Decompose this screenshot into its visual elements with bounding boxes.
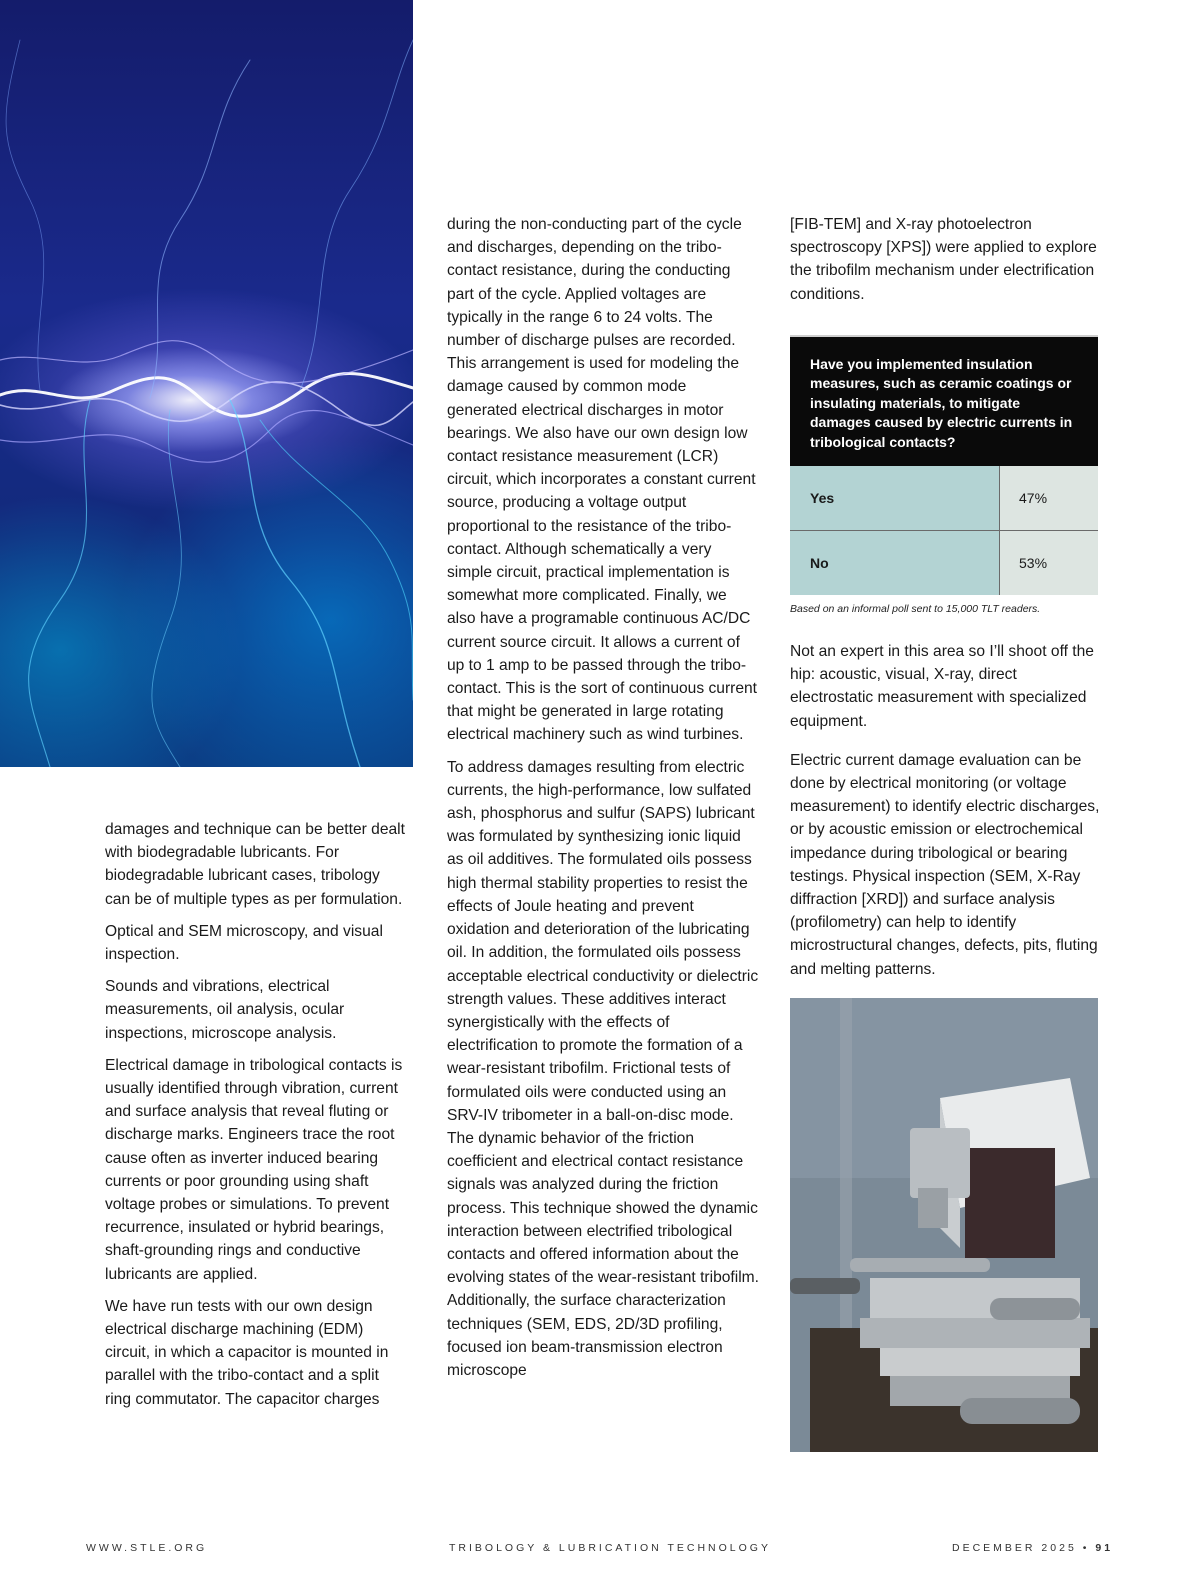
poll-option-label: Yes	[790, 466, 1000, 530]
footer-date	[952, 1542, 1113, 1554]
poll-note: Based on an informal poll sent to 15,000 TLT readers.	[790, 603, 1041, 615]
paragraph: damages and technique can be better dealt with biodegradable lubricants. For biodegradable lubricant cases, tribology can be of multiple types as per formulation.	[105, 821, 405, 908]
text-column-3	[790, 213, 1100, 315]
paragraph: We have run tests with our own design electrical discharge machining (EDM) circuit, in which a capacitor is mounted in parallel with the tribo-contact and a split ring commutator. The capacitor charges	[105, 1297, 389, 1408]
tribometer-instrument-photo	[790, 998, 1098, 1452]
poll-option-label: No	[790, 531, 1000, 595]
footer-publication: TRIBOLOGY & LUBRICATION TECHNOLOGY	[449, 1542, 771, 1554]
poll-option-value: 47%	[1000, 466, 1098, 530]
poll-row-no	[790, 530, 1098, 595]
text-column-2	[447, 213, 759, 1391]
paragraph: Electrical damage in tribological contacts is usually identified through vibration, current and surface analysis that reveal fluting or discharge marks. Engineers trace the root cause often as inverter induced bearing currents or poor grounding using shaft voltage probes or simulations. To prevent recurrence, insulated or hybrid bearings, shaft-grounding rings and conductive lubricants are applied.	[105, 1056, 403, 1283]
poll-box	[790, 335, 1098, 595]
paragraph: Sounds and vibrations, electrical measurements, oil analysis, ocular inspections, microscope analysis.	[105, 978, 345, 1042]
poll-option-value: 53%	[1000, 531, 1098, 595]
paragraph: Optical and SEM microscopy, and visual inspection.	[105, 922, 383, 964]
poll-row-yes	[790, 466, 1098, 530]
footer-website: WWW.STLE.ORG	[86, 1542, 208, 1554]
text-column-3-continued	[790, 640, 1100, 990]
poll-question: Have you implemented insulation measures, such as ceramic coatings or insulating materials, to mitigate damages caused by electric currents in tribological contacts?	[790, 335, 1098, 466]
paragraph: To address damages resulting from electric currents, the high-performance, low sulfated ash, phosphorus and sulfur (SAPS) lubricant was formulated by synthesizing ionic liquid as oil additives. The formulated oils possess high thermal stability properties to resist the effects of Joule heating and prevent oxidation and deterioration of the lubricating oil. In addition, the formulated oils possess acceptable electrical conductivity or dielectric strength values. These additives interact synergistically with the effects of electrification to promote the formation of a wear-resistant tribofilm. Frictional tests of formulated oils were conducted using an SRV-IV tribometer in a ball-on-disc mode. The dynamic behavior of the friction coefficient and electrical contact resistance signals was analyzed during the friction process. This technique showed the dynamic interaction between electrified tribological contacts and offered information about the evolving states of the wear-resistant tribofilm. Additionally, the surface characterization techniques (SEM, EDS, 2D/3D profiling, focused ion beam-transmission electron microscope	[447, 758, 760, 1379]
text-column-1	[105, 818, 405, 1420]
footer-date-text: DECEMBER 2025 •	[952, 1542, 1090, 1554]
paragraph: [FIB-TEM] and X-ray photoelectron spectroscopy [XPS]) were applied to explore the tribofilm mechanism under electrification conditions.	[790, 216, 1097, 303]
electric-lightning-image	[0, 0, 413, 767]
paragraph: Electric current damage evaluation can be done by electrical monitoring (or voltage measurement) to identify electric discharges, or by acoustic emission or electrochemical impedance during tribological or bearing testings. Physical inspection (SEM, X-Ray diffraction [XRD]) and surface analysis (profilometry) can help to identify microstructural changes, defects, pits, fluting and melting patterns.	[790, 751, 1100, 978]
paragraph: during the non-conducting part of the cycle and discharges, depending on the tribo-contact resistance, during the conducting part of the cycle. Applied voltages are typically in the range 6 to 24 volts. The number of discharge pulses are recorded. This arrangement is used for modeling the damage caused by common mode generated electrical discharges in motor bearings. We also have our own design low contact resistance measurement (LCR) circuit, which incorporates a constant current source, producing a voltage output proportional to the resistance of the tribo-contact. Although schematically a very simple circuit, practical implementation is somewhat more complicated. Finally, we also have a programable continuous AC/DC current source circuit. It allows a current of up to 1 amp to be passed through the tribo-contact. This is the sort of continuous current that might be generated in large rotating electrical machinery such as wind turbines.	[447, 216, 758, 744]
paragraph: Not an expert in this area so I’ll shoot off the hip: acoustic, visual, X-ray, direct electrostatic measurement with specialized equipment.	[790, 643, 1094, 730]
page-number: 91	[1095, 1542, 1114, 1554]
